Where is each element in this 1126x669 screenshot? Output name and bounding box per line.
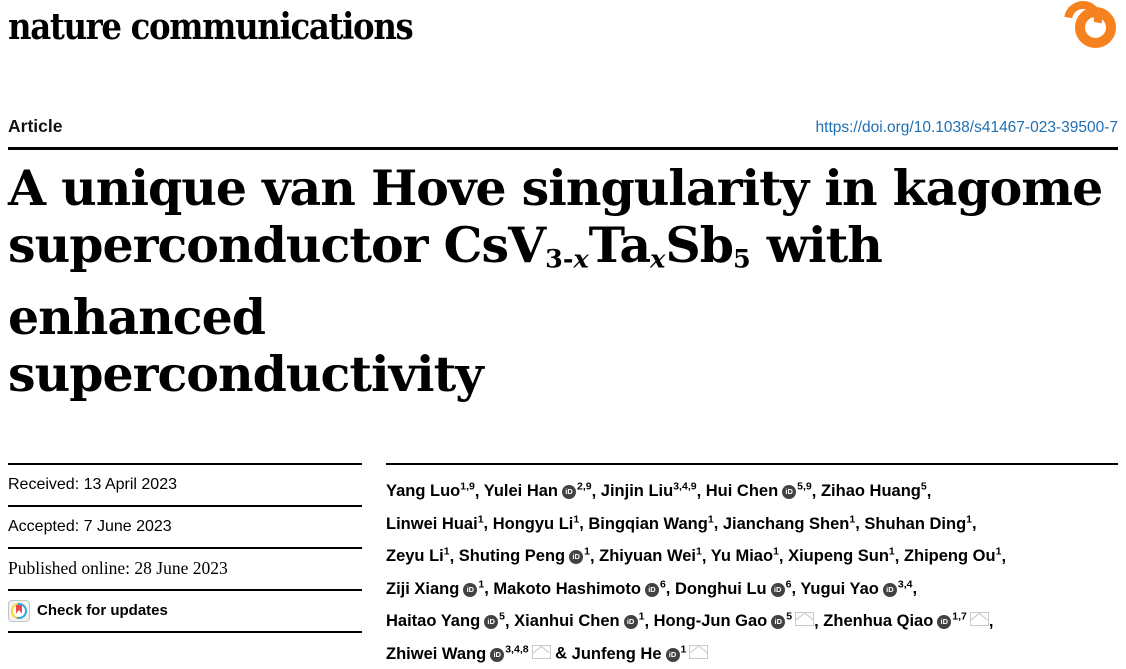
- author: Shuting Peng iD $^1$: [458, 545, 590, 566]
- orcid-icon[interactable]: iD: [463, 583, 477, 597]
- author: Shuhan Ding$^1$: [864, 513, 972, 533]
- author: Ziji Xiang iD $^1$: [386, 578, 485, 598]
- affiliation-superscript: 1: [584, 545, 590, 558]
- title-line-1: A unique van Hove singularity in kagome: [8, 159, 1103, 217]
- doi-link[interactable]: https://doi.org/10.1038/s41467-023-39500-7: [815, 119, 1118, 136]
- author: Zeyu Li$^1$: [386, 545, 450, 566]
- orcid-icon[interactable]: iD: [771, 615, 785, 629]
- author: Yu Miao$^1$: [710, 545, 779, 566]
- affiliation-superscript: 1: [680, 643, 687, 656]
- envelope-icon[interactable]: [795, 612, 814, 626]
- affiliation-superscript: 5: [499, 610, 505, 623]
- paper-title: [8, 160, 1118, 403]
- author: Haitao Yang iD $^5$: [386, 610, 505, 631]
- affiliation-superscript: 3,4: [897, 578, 913, 591]
- author-line: Zhiwei Wang iD $^{3,4,8}$ & Junfeng He iD $^1$: [386, 635, 1118, 668]
- orcid-icon[interactable]: iD: [562, 485, 576, 499]
- author: Jinjin Liu$^{3,4,9}$: [600, 480, 697, 501]
- author-list: [386, 463, 1118, 668]
- author: Bingqian Wang$^1$: [588, 513, 714, 533]
- author-line: Zeyu Li$^1$, Shuting Peng iD $^1$, Zhiyuan Wei$^1$, Yu Miao$^1$, Xiupeng Sun$^1$, Zhipeng Ou$^1$,: [386, 545, 1007, 566]
- author-line: Linwei Huai$^1$, Hongyu Li$^1$, Bingqian Wang$^1$, Jianchang Shen$^1$, Shuhan Ding$^1$,: [386, 513, 977, 533]
- affiliation-superscript: 1: [478, 578, 485, 591]
- author: Zhenhua Qiao iD $^{1,7}$: [823, 612, 989, 630]
- article-bar: [8, 116, 1118, 150]
- author: Hongyu Li$^1$: [492, 513, 580, 533]
- affiliation-superscript: 1: [707, 513, 714, 526]
- published-date: Published online: 28 June 2023: [8, 547, 362, 589]
- article-type-label: Article: [8, 116, 63, 136]
- history-column: [8, 463, 362, 668]
- affiliation-superscript: 6: [659, 578, 666, 591]
- orcid-icon[interactable]: iD: [937, 615, 951, 629]
- affiliation-superscript: 1,7: [952, 610, 967, 623]
- author: Zihao Huang$^5$: [820, 480, 927, 501]
- author-line: Yang Luo$^{1,9}$, Yulei Han iD $^{2,9}$, Jinjin Liu$^{3,4,9}$, Hui Chen iD $^{5,9}$, Zihao Huang$^5$,: [386, 480, 932, 501]
- orcid-icon[interactable]: iD: [490, 648, 504, 662]
- author: Jianchang Shen$^1$: [722, 513, 856, 533]
- affiliation-superscript: 1: [638, 610, 645, 623]
- author: Zhiyuan Wei$^1$: [599, 545, 702, 566]
- masthead: [8, 0, 1118, 54]
- orcid-icon[interactable]: iD: [771, 583, 785, 597]
- accepted-date: Accepted: 7 June 2023: [8, 505, 362, 547]
- affiliation-superscript: 1: [849, 513, 856, 526]
- affiliation-superscript: 3,4,8: [505, 643, 529, 656]
- affiliation-superscript: 1: [696, 545, 702, 558]
- title-line-2: superconductor CsV3-xTaxSb5 with enhanced: [8, 216, 882, 346]
- affiliation-superscript: 6: [785, 578, 792, 591]
- crossmark-icon: [8, 600, 30, 622]
- affiliation-superscript: 1: [573, 513, 580, 526]
- author: Junfeng He iD $^1$: [572, 645, 709, 663]
- orcid-icon[interactable]: iD: [569, 550, 583, 564]
- author-line: Ziji Xiang iD $^1$, Makoto Hashimoto iD $^6$, Donghui Lu iD $^6$, Yugui Yao iD $^{3,4}$,: [386, 578, 918, 598]
- check-for-updates-label: Check for updates: [37, 602, 168, 620]
- orcid-icon[interactable]: iD: [645, 583, 659, 597]
- affiliation-superscript: 3,4,9: [673, 480, 697, 493]
- affiliation-superscript: 1: [773, 545, 779, 558]
- check-for-updates-button[interactable]: [8, 589, 362, 633]
- affiliation-superscript: 5: [920, 480, 927, 493]
- author: Yang Luo$^{1,9}$: [386, 480, 475, 501]
- author: Xianhui Chen iD $^1$: [514, 610, 645, 631]
- orcid-icon[interactable]: iD: [883, 583, 897, 597]
- affiliation-superscript: 5: [786, 610, 793, 623]
- journal-logo: nature communications: [8, 6, 413, 48]
- author: Zhiwei Wang iD $^{3,4,8}$: [386, 645, 551, 663]
- author: Hui Chen iD $^{5,9}$: [705, 480, 812, 501]
- affiliation-superscript: 1: [443, 545, 450, 558]
- author: Yulei Han iD $^{2,9}$: [483, 480, 592, 501]
- author: Linwei Huai$^1$: [386, 513, 484, 533]
- orcid-icon[interactable]: iD: [484, 615, 498, 629]
- affiliation-superscript: 1: [966, 513, 972, 526]
- title-line-3: superconductivity: [8, 344, 483, 403]
- orcid-icon[interactable]: iD: [782, 485, 796, 499]
- author-line: Haitao Yang iD $^5$, Xianhui Chen iD $^1$, Hong-Jun Gao iD $^5$ , Zhenhua Qiao iD $^{1,7}$ ,: [386, 610, 994, 631]
- meta-section: [8, 463, 1118, 668]
- affiliation-superscript: 1: [888, 545, 895, 558]
- author: Hong-Jun Gao iD $^5$: [654, 612, 815, 630]
- affiliation-superscript: 1,9: [460, 480, 475, 493]
- received-date: Received: 13 April 2023: [8, 463, 362, 505]
- author: Donghui Lu iD $^6$: [674, 578, 792, 598]
- affiliation-superscript: 5,9: [797, 480, 812, 493]
- open-access-ring: [1075, 7, 1116, 48]
- envelope-icon[interactable]: [532, 645, 551, 659]
- author: Makoto Hashimoto iD $^6$: [493, 578, 666, 598]
- author: Xiupeng Sun$^1$: [788, 545, 895, 566]
- envelope-icon[interactable]: [970, 612, 989, 626]
- orcid-icon[interactable]: iD: [666, 648, 680, 662]
- open-access-icon[interactable]: [1062, 0, 1116, 48]
- envelope-icon[interactable]: [689, 645, 708, 659]
- affiliation-superscript: 2,9: [577, 480, 592, 493]
- affiliation-superscript: 1: [477, 513, 484, 526]
- author: Zhipeng Ou$^1$: [903, 545, 1002, 566]
- affiliation-superscript: 1: [995, 545, 1002, 558]
- orcid-icon[interactable]: iD: [624, 615, 638, 629]
- author: Yugui Yao iD $^{3,4}$: [800, 578, 913, 598]
